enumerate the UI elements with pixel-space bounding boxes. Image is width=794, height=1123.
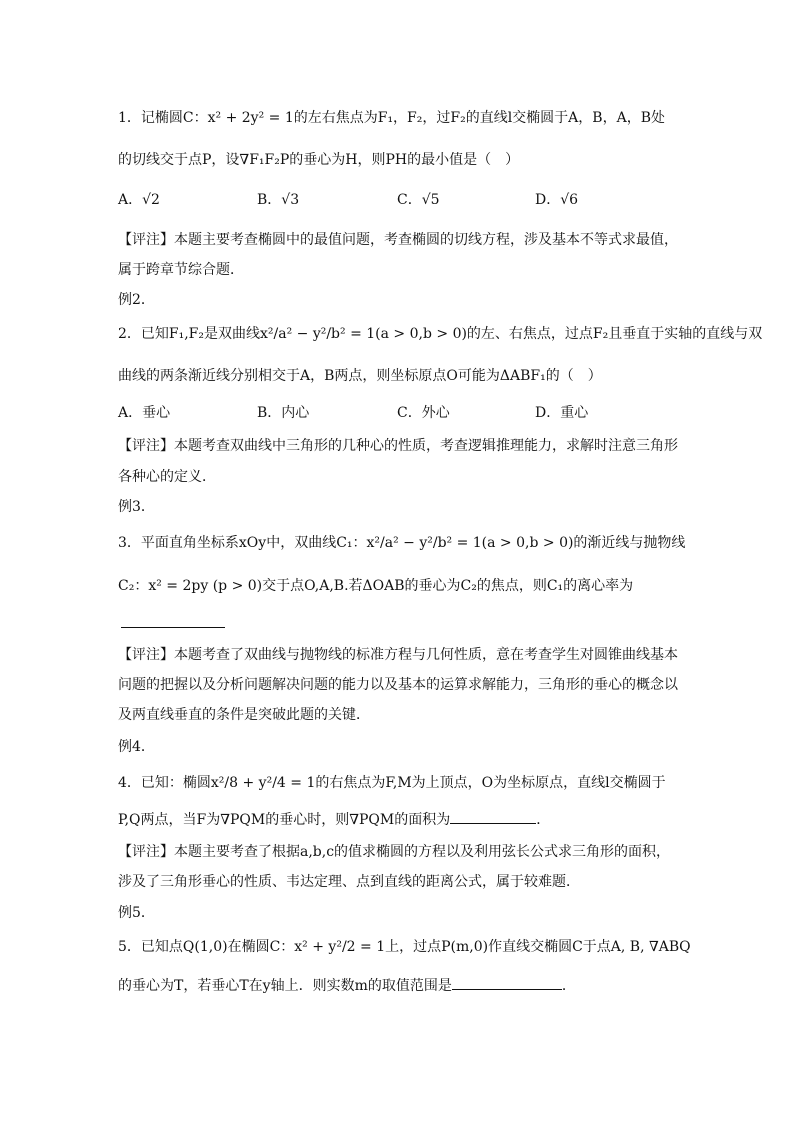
comment-3-line2: 问题的把握以及分析问题解决问题的能力以及基本的运算求解能力，三角形的垂心的概念以 (118, 677, 678, 693)
q5-line2 (118, 975, 576, 996)
q5-line2-end: ． (561, 978, 576, 994)
q1-line1: 1．记椭圆C：x² + 2y² = 1的左右焦点为F₁，F₂，过F₂的直线l交椭圆于A，B，A，B处 (118, 110, 665, 126)
q2-line1: 2．已知F₁,F₂是双曲线x²/a² − y²/b² = 1(a > 0,b > 0)的左、右焦点，过点F₂且垂直于实轴的直线与双 (118, 326, 763, 342)
q4-line2-text: P,Q两点，当F为∇PQM的垂心时，则∇PQM的面积为 (118, 812, 451, 828)
q5-line1: 5．已知点Q(1,0)在椭圆C：x² + y²/2 = 1上，过点P(m,0)作直线交椭圆C于点A, B, ∇ABQ (118, 939, 691, 955)
comment-2-line2: 各种心的定义． (118, 469, 216, 485)
q3-line2: C₂：x² = 2py (p > 0)交于点O,A,B.若ΔOAB的垂心为C₂的焦点，则C₁的离心率为 (118, 578, 634, 594)
example-2-label: 例2． (118, 292, 155, 308)
q2-option-c: C．外心 (397, 405, 450, 421)
q4-answer-blank (450, 809, 536, 824)
q2-option-d: D．重心 (535, 405, 589, 421)
comment-3-line1: 【评注】本题考查了双曲线与抛物线的标准方程与几何性质，意在考查学生对圆锥曲线基本 (118, 647, 678, 663)
q4-line2 (118, 809, 550, 830)
comment-1-line1: 【评注】本题主要考查椭圆中的最值问题，考查椭圆的切线方程，涉及基本不等式求最值， (118, 232, 678, 248)
q1-option-c: C．√5 (397, 192, 440, 208)
comment-1-line2: 属于跨章节综合题． (118, 262, 244, 278)
q1-option-b: B．√3 (257, 192, 300, 208)
q1-option-a: A．√2 (118, 192, 160, 208)
q3-answer-blank (121, 627, 225, 628)
q2-line2: 曲线的两条渐近线分别相交于A，B两点，则坐标原点O可能为ΔABF₁的（ ） (118, 368, 602, 384)
example-5-label: 例5． (118, 905, 155, 921)
q4-line1: 4．已知：椭圆x²/8 + y²/4 = 1的右焦点为F,M为上顶点，O为坐标原点，直线l交椭圆于 (118, 775, 666, 791)
q4-line2-end: ． (536, 812, 551, 828)
q2-option-a: A．垂心 (118, 405, 171, 421)
example-3-label: 例3． (118, 499, 155, 515)
comment-2-line1: 【评注】本题考查双曲线中三角形的几种心的性质，考查逻辑推理能力，求解时注意三角形 (118, 438, 678, 454)
q5-answer-blank (452, 975, 562, 990)
q2-option-b: B．内心 (257, 405, 310, 421)
q1-line2: 的切线交于点P，设∇F₁F₂P的垂心为H，则PH的最小值是（ ） (118, 152, 520, 168)
comment-3-line3: 及两直线垂直的条件是突破此题的关键． (118, 707, 370, 723)
comment-4-line2: 涉及了三角形垂心的性质、韦达定理、点到直线的距离公式，属于较难题． (118, 874, 580, 890)
comment-4-line1: 【评注】本题主要考查了根据a,b,c的值求椭圆的方程以及利用弦长公式求三角形的面积， (118, 844, 671, 860)
q5-line2-text: 的垂心为T，若垂心T在y轴上．则实数m的取值范围是 (118, 978, 452, 994)
example-4-label: 例4． (118, 739, 155, 755)
q3-line1: 3．平面直角坐标系xOy中，双曲线C₁：x²/a² − y²/b² = 1(a > 0,b > 0)的渐近线与抛物线 (118, 535, 686, 551)
q1-option-d: D．√6 (535, 192, 579, 208)
